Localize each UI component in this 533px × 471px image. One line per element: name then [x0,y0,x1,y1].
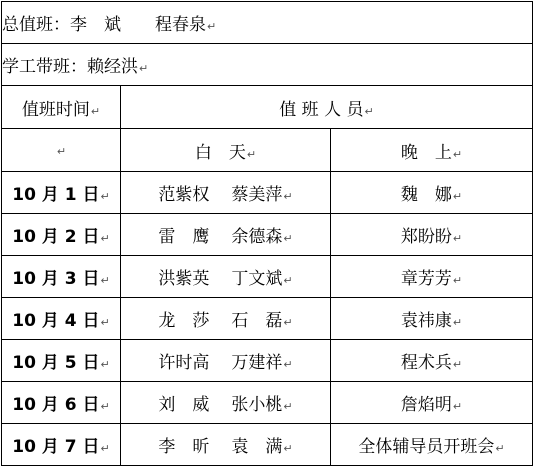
paragraph-mark-icon: ↵ [56,145,67,158]
date-cell [2,424,121,466]
daytime-staff-1: 雷 鹰 [158,227,210,247]
paragraph-mark-icon: ↵ [100,358,110,371]
evening-staff-cell [331,382,533,424]
paragraph-mark-icon: ↵ [283,274,293,287]
chief-duty-row [2,2,533,44]
daytime-staff-2: 丁文斌 [231,269,283,289]
paragraph-mark-icon: ↵ [207,20,217,33]
paragraph-mark-icon: ↵ [100,316,110,329]
evening-staff: 郑盼盼 [400,227,452,247]
header-evening [331,129,533,172]
paragraph-mark-icon: ↵ [452,274,463,287]
evening-staff-cell [331,340,533,382]
table-row [2,214,533,256]
evening-staff-cell [331,172,533,214]
sub-header-row [2,129,533,172]
evening-staff: 章芳芳 [400,269,452,289]
chief-duty-names: 李 斌 程春泉 [70,15,206,35]
daytime-staff-2: 余德森 [231,227,283,247]
daytime-staff-1: 洪紫英 [158,269,210,289]
table-row [2,382,533,424]
duty-staff-label: 值 班 人 员 [279,99,364,120]
table-row [2,340,533,382]
date-text: 10 月 1 日 [12,185,100,205]
paragraph-mark-icon: ↵ [90,104,101,118]
paragraph-mark-icon: ↵ [452,358,463,371]
daytime-staff-cell [121,298,331,340]
date-text: 10 月 2 日 [12,227,100,247]
student-duty-cell [2,44,533,86]
paragraph-mark-icon: ↵ [364,104,374,118]
daytime-label: 白 天 [194,142,246,163]
date-cell [2,340,121,382]
daytime-staff-cell [121,382,331,424]
paragraph-mark-icon: ↵ [283,190,293,203]
evening-staff: 魏 娜 [400,185,452,205]
paragraph-mark-icon: ↵ [100,190,110,203]
paragraph-mark-icon: ↵ [100,232,110,245]
daytime-staff-1: 许时高 [158,353,210,373]
paragraph-mark-icon: ↵ [495,442,505,455]
paragraph-mark-icon: ↵ [246,147,257,161]
chief-duty-label: 总值班： [2,15,70,35]
student-duty-label: 学工带班： [2,57,87,77]
evening-staff: 程术兵 [400,353,452,373]
paragraph-mark-icon: ↵ [100,274,110,287]
evening-staff-cell [331,424,533,466]
evening-label: 晚 上 [400,142,452,163]
daytime-staff-2: 万建祥 [231,353,283,373]
date-cell [2,382,121,424]
daytime-staff-cell [121,424,331,466]
header-daytime [121,129,331,172]
paragraph-mark-icon: ↵ [283,358,293,371]
paragraph-mark-icon: ↵ [452,190,463,203]
chief-duty-cell [2,2,533,44]
date-cell [2,214,121,256]
evening-staff-cell [331,214,533,256]
evening-staff: 袁祎康 [400,311,452,331]
daytime-staff-2: 蔡美萍 [231,185,283,205]
paragraph-mark-icon: ↵ [452,147,463,161]
paragraph-mark-icon: ↵ [139,62,149,75]
evening-staff-cell [331,256,533,298]
daytime-staff-2: 袁 满 [231,437,283,457]
date-cell [2,298,121,340]
daytime-staff-cell [121,172,331,214]
student-duty-name: 赖经洪 [87,57,138,77]
date-text: 10 月 5 日 [12,353,100,373]
table-row [2,172,533,214]
daytime-staff-2: 石 磊 [231,311,283,331]
table-row [2,256,533,298]
evening-staff: 詹焰明 [400,395,452,415]
header-duty-time [2,86,121,129]
daytime-staff-cell [121,340,331,382]
paragraph-mark-icon: ↵ [283,400,293,413]
evening-staff: 全体辅导员开班会 [358,437,495,457]
paragraph-mark-icon: ↵ [283,442,293,455]
daytime-staff-cell [121,214,331,256]
table-row [2,424,533,466]
duty-time-label: 值班时间 [21,99,90,120]
paragraph-mark-icon: ↵ [452,316,463,329]
daytime-staff-2: 张小桃 [231,395,283,415]
paragraph-mark-icon: ↵ [100,400,110,413]
date-text: 10 月 6 日 [12,395,100,415]
paragraph-mark-icon: ↵ [100,442,110,455]
student-duty-row [2,44,533,86]
date-text: 10 月 4 日 [12,311,100,331]
date-text: 10 月 3 日 [12,269,100,289]
daytime-staff-1: 范紫权 [158,185,210,205]
table-row [2,298,533,340]
paragraph-mark-icon: ↵ [452,232,463,245]
empty-header-cell [2,129,121,172]
header-duty-staff [121,86,533,129]
date-text: 10 月 7 日 [12,437,100,457]
evening-staff-cell [331,298,533,340]
daytime-staff-1: 龙 莎 [158,311,210,331]
date-cell [2,256,121,298]
daytime-staff-1: 刘 威 [158,395,210,415]
paragraph-mark-icon: ↵ [452,400,463,413]
column-header-row [2,86,533,129]
duty-schedule-table [1,1,533,466]
paragraph-mark-icon: ↵ [283,232,293,245]
paragraph-mark-icon: ↵ [283,316,293,329]
daytime-staff-cell [121,256,331,298]
date-cell [2,172,121,214]
daytime-staff-1: 李 昕 [158,437,210,457]
